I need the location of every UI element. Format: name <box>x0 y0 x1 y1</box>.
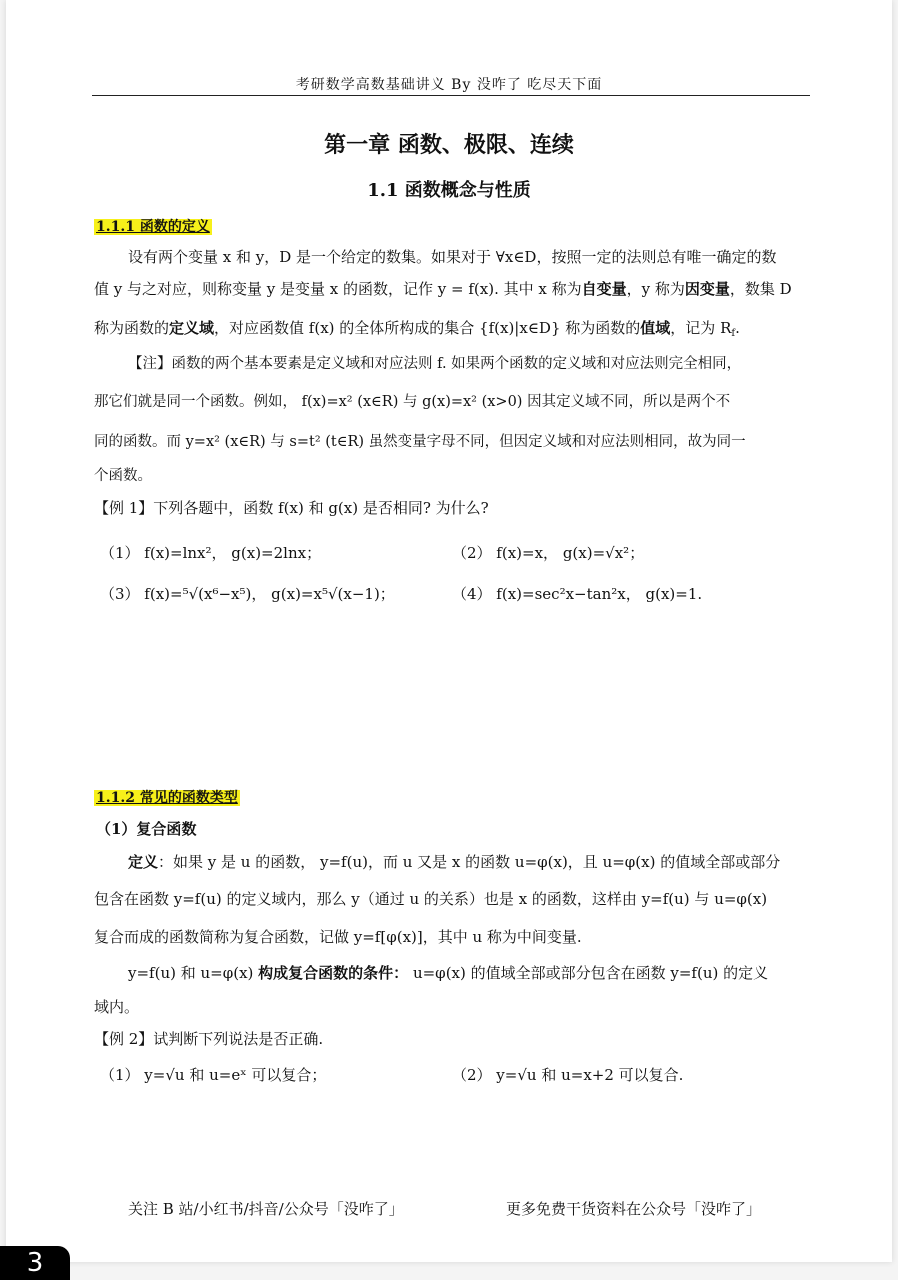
subsection-heading-1 <box>94 216 212 236</box>
subsection-1-label: 1.1.1 函数的定义 <box>96 219 210 235</box>
footer-left: 关注 B 站/小红书/抖音/公众号「没咋了」 <box>128 1200 404 1218</box>
condition-label: 构成复合函数的条件： <box>258 964 409 982</box>
example-1-title: 【例 1】下列各题中，函数 f(x) 和 g(x) 是否相同? 为什么? <box>94 499 489 517</box>
definition-line-2: 值 y 与之对应，则称变量 y 是变量 x 的函数，记作 y = f(x). 其中 x 称为自变量，y 称为因变量，数集 D <box>94 280 792 298</box>
subsection-2-label: 1.1.2 常见的函数类型 <box>96 790 238 806</box>
example-2-item-2: （2） y=√u 和 u=x+2 可以复合. <box>452 1066 684 1084</box>
example-2-item-1: （1） y=√u 和 u=eˣ 可以复合； <box>100 1066 327 1084</box>
term-range: 值域 <box>640 319 671 337</box>
subsection-heading-2 <box>94 787 240 807</box>
chapter-title: 第一章 函数、极限、连续 <box>324 132 574 158</box>
section-title: 1.1 函数概念与性质 <box>367 180 531 201</box>
definition-line-1: 设有两个变量 x 和 y，D 是一个给定的数集。如果对于 ∀x∈D，按照一定的法则总有唯一确定的数 <box>128 248 777 266</box>
note-line-4: 个函数。 <box>94 468 152 484</box>
composite-condition-line: y=f(u) 和 u=φ(x) 构成复合函数的条件： u=φ(x) 的值域全部或部分包含在函数 y=f(u) 的定义 <box>128 964 769 982</box>
composite-line-3: 复合而成的函数简称为复合函数，记做 y=f[φ(x)]，其中 u 称为中间变量. <box>94 928 582 946</box>
note-line-1: 【注】函数的两个基本要素是定义域和对应法则 f. 如果两个函数的定义域和对应法则完全相同， <box>128 356 742 372</box>
example-1-item-4: （4） f(x)=sec²x−tan²x， g(x)=1. <box>452 585 703 603</box>
composite-condition-line-2: 域内。 <box>94 998 140 1016</box>
note-line-3: 同的函数。而 y=x² (x∈R) 与 s=t² (t∈R) 虽然变量字母不同，但因定义域和对应法则相同，故为同一 <box>94 434 746 450</box>
definition-label: 定义 <box>128 853 159 871</box>
definition-line-3: 称为函数的定义域，对应函数值 f(x) 的全体所构成的集合 {f(x)|x∈D} 称为函数的值域，记为 $R_f$. <box>94 319 740 339</box>
running-header: 考研数学高数基础讲义 By 没咋了 吃尽天下面 <box>295 77 603 93</box>
page-number-badge: 3 <box>0 1246 70 1280</box>
term-domain: 定义域 <box>169 319 215 337</box>
example-1-item-3: （3） f(x)=⁵√(x⁶−x⁵)， g(x)=x⁵√(x−1)； <box>100 585 395 603</box>
term-dependent-variable: 因变量 <box>684 280 730 298</box>
composite-line-1: 定义：如果 y 是 u 的函数， y=f(u)，而 u 又是 x 的函数 u=φ(x)，且 u=φ(x) 的值域全部或部分 <box>128 853 781 871</box>
example-2-title: 【例 2】试判断下列说法是否正确. <box>94 1030 324 1048</box>
composite-line-2: 包含在函数 y=f(u) 的定义域内，那么 y（通过 u 的关系）也是 x 的函数，这样由 y=f(u) 与 u=φ(x) <box>94 890 768 908</box>
example-1-item-2: （2） f(x)=x， g(x)=√x²； <box>452 544 645 562</box>
example-1-item-1: （1） f(x)=lnx²， g(x)=2lnx； <box>100 544 322 562</box>
header-rule <box>92 95 810 96</box>
composite-function-heading: （1）复合函数 <box>96 820 197 838</box>
note-line-2: 那它们就是同一个函数。例如， f(x)=x² (x∈R) 与 g(x)=x² (x>0) 因其定义域不同，所以是两个不 <box>94 394 731 410</box>
term-independent-variable: 自变量 <box>581 280 627 298</box>
footer-right: 更多免费干货资料在公众号「没咋了」 <box>506 1200 762 1218</box>
